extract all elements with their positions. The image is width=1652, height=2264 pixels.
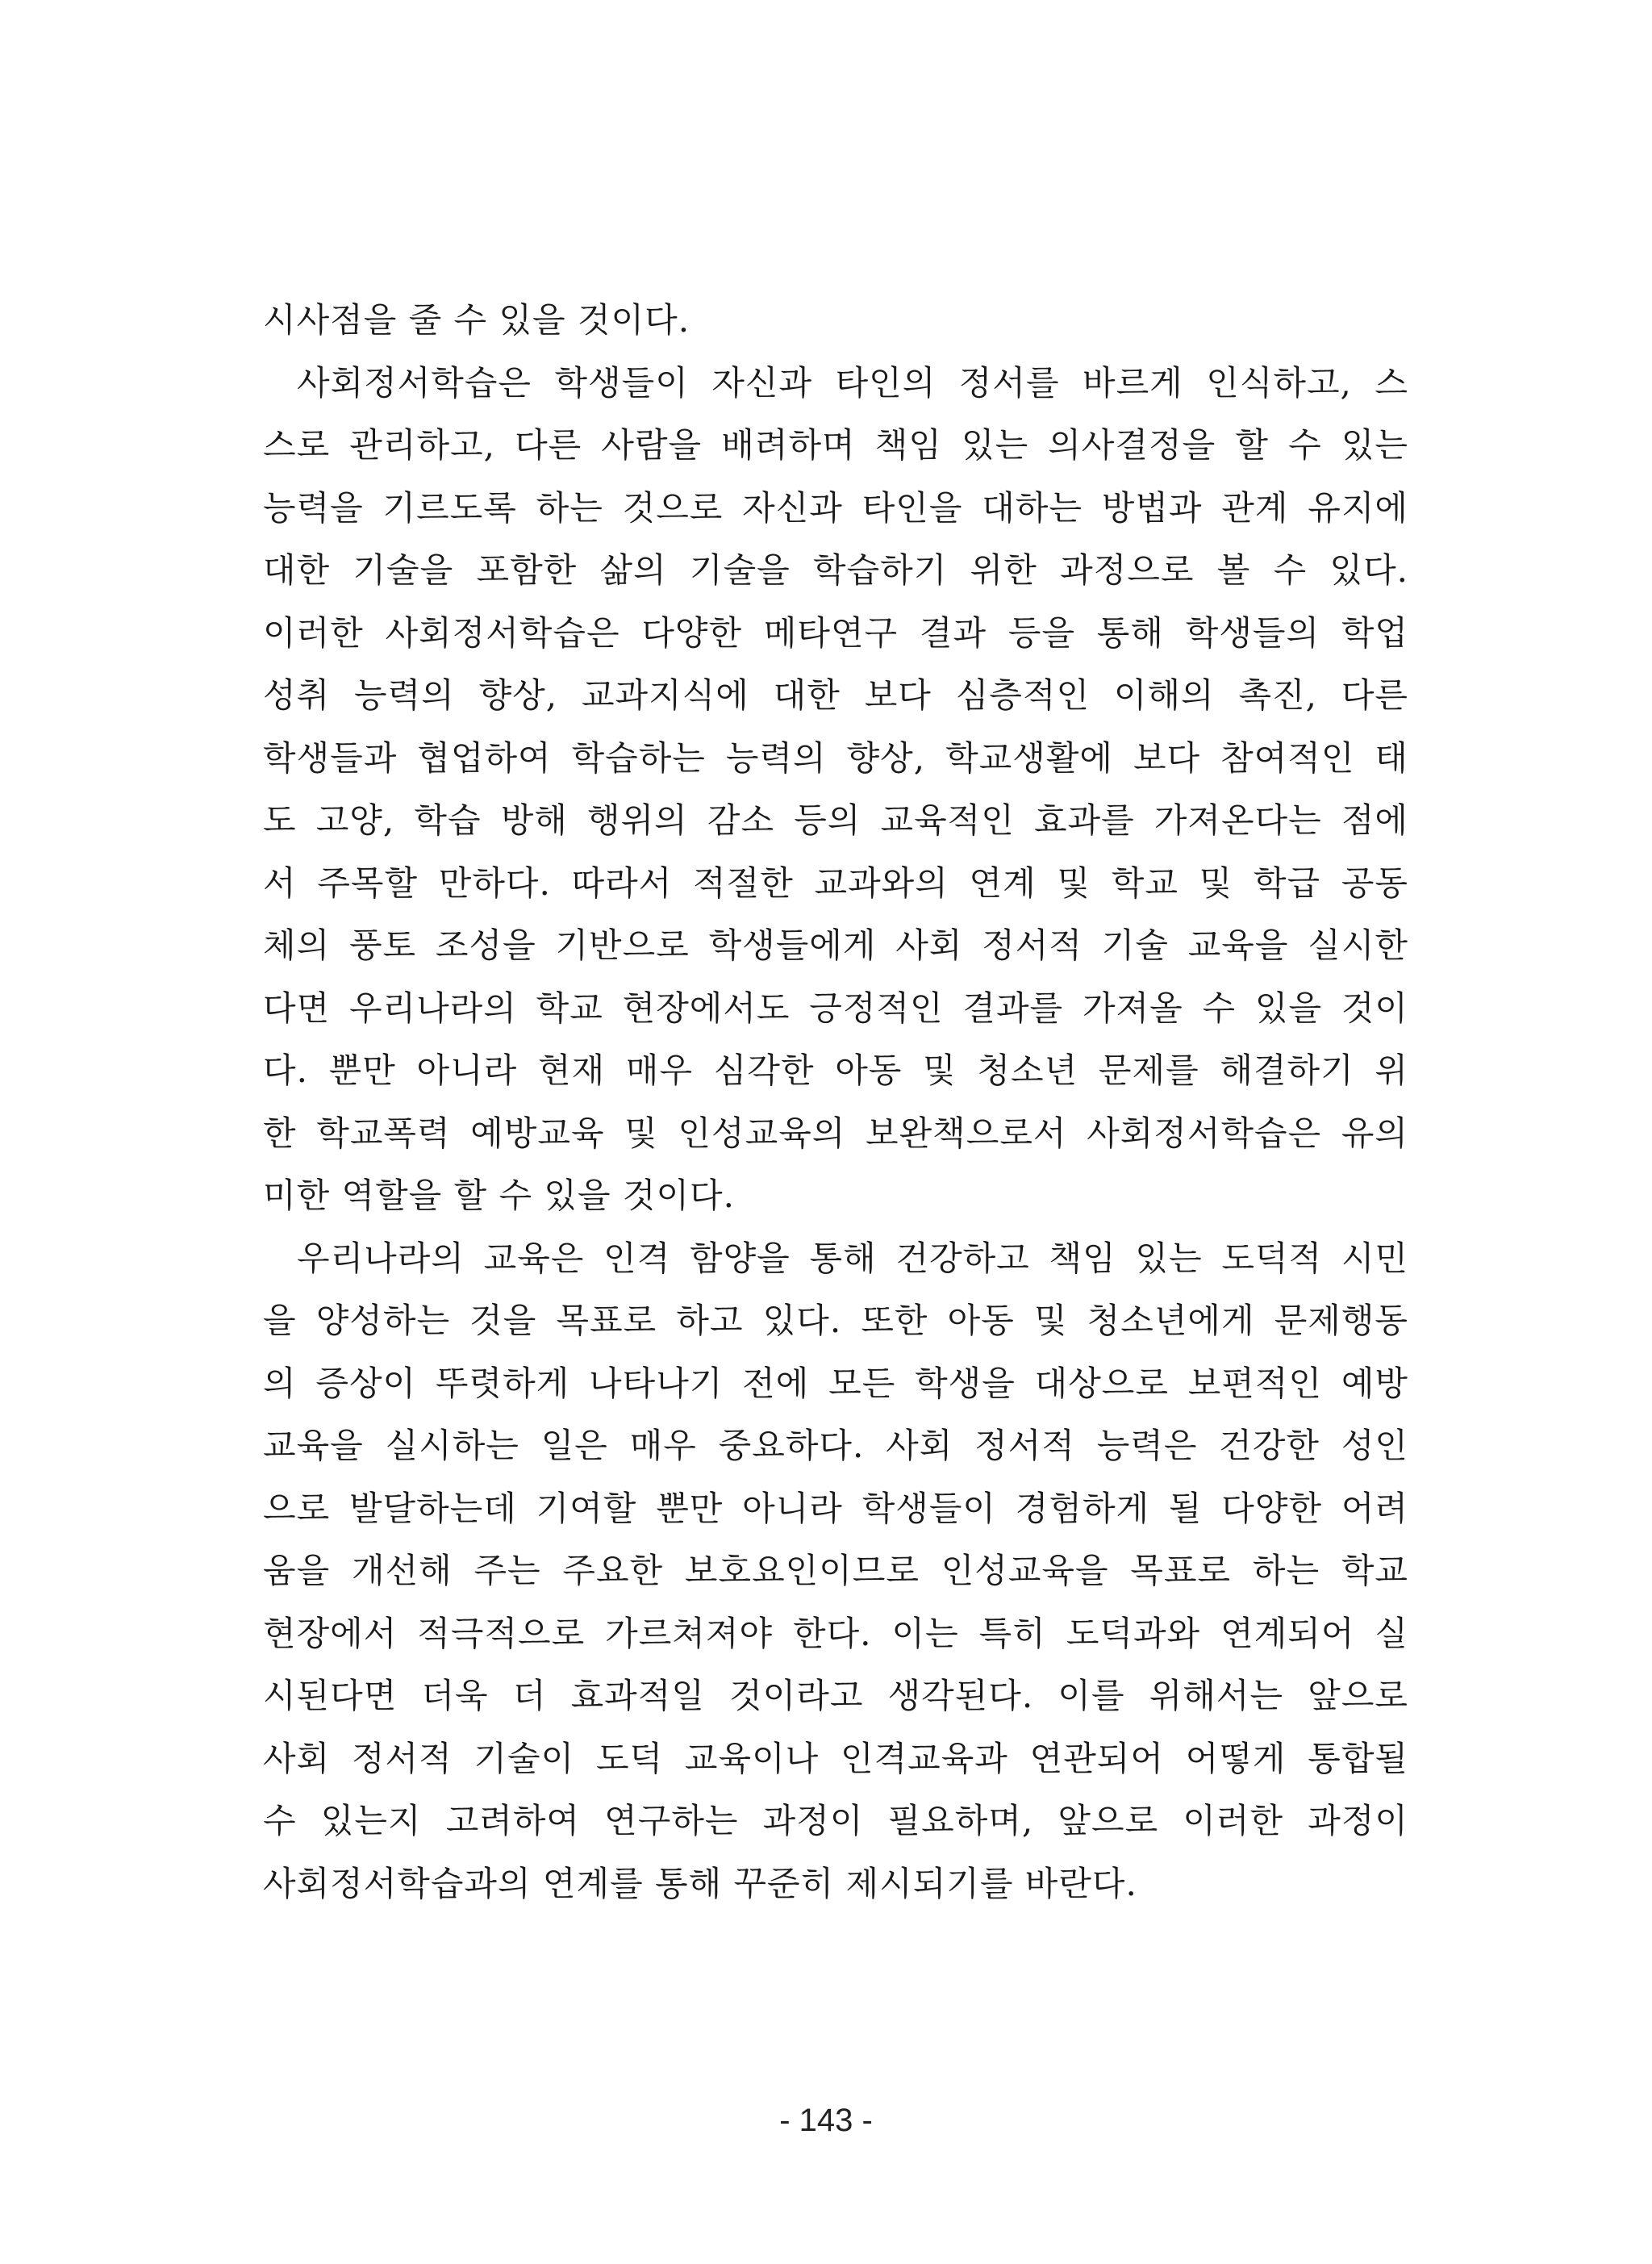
text-line: 을 양성하는 것을 목표로 하고 있다. 또한 아동 및 청소년에게 문제행동 xyxy=(263,1301,1408,1340)
text-line: 시사점을 줄 수 있을 것이다. xyxy=(263,300,690,340)
text-line: 움을 개선해 주는 주요한 보호요인이므로 인성교육을 목표로 하는 학교 xyxy=(263,1551,1408,1590)
text-line: 수 있는지 고려하여 연구하는 과정이 필요하며, 앞으로 이러한 과정이 xyxy=(263,1801,1408,1840)
text-line: 다. 뿐만 아니라 현재 매우 심각한 아동 및 청소년 문제를 해결하기 위 xyxy=(263,1051,1408,1090)
text-line: 능력을 기르도록 하는 것으로 자신과 타인을 대하는 방법과 관계 유지에 xyxy=(263,487,1408,528)
text-line: 으로 발달하는데 기여할 뿐만 아니라 학생들이 경험하게 될 다양한 어려 xyxy=(263,1488,1408,1528)
text-line: 성취 능력의 향상, 교과지식에 대한 보다 심층적인 이해의 촉진, 다른 xyxy=(263,675,1408,715)
text-line: 사회 정서적 기술이 도덕 교육이나 인격교육과 연관되어 어떻게 통합될 xyxy=(263,1738,1408,1778)
text-line: 사회정서학습과의 연계를 통해 꾸준히 제시되기를 바란다. xyxy=(263,1863,1137,1903)
page-number: - 143 - xyxy=(779,2103,873,2138)
text-line: 학생들과 협업하여 학습하는 능력의 향상, 학교생활에 보다 참여적인 태 xyxy=(263,737,1408,778)
text-line: 대한 기술을 포함한 삶의 기술을 학습하기 위한 과정으로 볼 수 있다. xyxy=(263,550,1408,590)
text-line: 미한 역할을 할 수 있을 것이다. xyxy=(263,1176,735,1215)
text-line: 교육을 실시하는 일은 매우 중요하다. 사회 정서적 능력은 건강한 성인 xyxy=(263,1426,1408,1465)
text-line: 서 주목할 만하다. 따라서 적절한 교과와의 연계 및 학교 및 학급 공동 xyxy=(263,863,1408,903)
body-text xyxy=(263,289,1408,1915)
text-line: 다면 우리나라의 학교 현장에서도 긍정적인 결과를 가져올 수 있을 것이 xyxy=(263,988,1408,1028)
text-line: 한 학교폭력 예방교육 및 인성교육의 보완책으로서 사회정서학습은 유의 xyxy=(263,1113,1408,1153)
text-line: 의 증상이 뚜렷하게 나타나기 전에 모든 학생을 대상으로 보편적인 예방 xyxy=(263,1363,1408,1403)
text-line: 현장에서 적극적으로 가르쳐져야 한다. 이는 특히 도덕과와 연계되어 실 xyxy=(263,1613,1408,1653)
text-line: 이러한 사회정서학습은 다양한 메타연구 결과 등을 통해 학생들의 학업 xyxy=(263,612,1408,653)
text-line: 스로 관리하고, 다른 사람을 배려하며 책임 있는 의사결정을 할 수 있는 xyxy=(263,425,1408,465)
text-line: 사회정서학습은 학생들이 자신과 타인의 정서를 바르게 인식하고, 스 xyxy=(297,362,1408,403)
text-line: 체의 풍토 조성을 기반으로 학생들에게 사회 정서적 기술 교육을 실시한 xyxy=(263,925,1408,965)
text-line: 우리나라의 교육은 인격 함양을 통해 건강하고 책임 있는 도덕적 시민 xyxy=(297,1238,1408,1278)
text-line: 도 고양, 학습 방해 행위의 감소 등의 교육적인 효과를 가져온다는 점에 xyxy=(263,800,1408,840)
text-line: 시된다면 더욱 더 효과적일 것이라고 생각된다. 이를 위해서는 앞으로 xyxy=(263,1676,1408,1715)
